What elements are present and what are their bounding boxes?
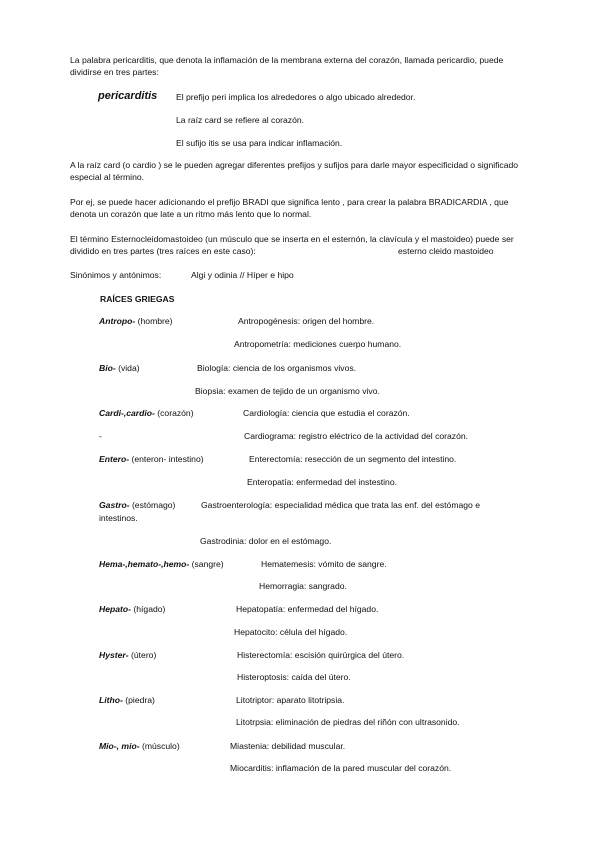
root-example: Hepatocito: célula del hígado. — [234, 627, 348, 637]
root-example: Hemorragia: sangrado. — [259, 581, 347, 591]
root-term — [99, 407, 194, 419]
root-example: Miastenia: debilidad muscular. — [230, 741, 346, 751]
root-example: Gastroenterología: especialidad médica que trata las enf. del estómago e — [201, 500, 480, 510]
root-term — [99, 558, 224, 570]
root-example: Miocarditis: inflamación de la pared muscular del corazón. — [230, 763, 452, 773]
root-meaning: (hígado) — [131, 604, 166, 614]
root-meaning: (músculo) — [139, 741, 180, 751]
root-example: Litotriptor: aparato litotripsia. — [236, 695, 345, 705]
root-example: Histeroptosis: caída del útero. — [237, 672, 351, 682]
root-example: Gastrodinia: dolor en el estómago. — [200, 536, 332, 546]
definition-prefix: El prefijo peri implica los alrededores o algo ubicado alrededor. — [176, 92, 416, 102]
root-term — [99, 499, 175, 511]
root-prefix: Bio- — [99, 363, 116, 373]
root-example: Hematemesis: vómito de sangre. — [261, 559, 387, 569]
root-prefix: Hema-,hemato-,hemo- — [99, 559, 190, 569]
root-meaning: (útero) — [128, 650, 157, 660]
root-meaning: (estómago) — [129, 500, 176, 510]
esterno-paragraph: El término Esternocleidomastoideo (un músculo que se inserta en el esternón, la clavícula y el mastoideo) puede ser dividido en tres partes (tres raíces en este caso): — [70, 234, 514, 256]
root-example: Litotrpsia: eliminación de piedras del riñón con ultrasonido. — [236, 717, 460, 727]
definition-root: La raíz card se refiere al corazón. — [176, 115, 305, 125]
root-prefix: Cardi-,cardio- — [99, 408, 155, 418]
root-prefix: Hyster- — [99, 650, 129, 660]
root-example: Biología: ciencia de los organismos vivos. — [197, 363, 357, 373]
root-meaning: (corazón) — [154, 408, 194, 418]
root-term — [99, 649, 156, 661]
root-meaning: (vida) — [115, 363, 140, 373]
root-example: Biopsia: examen de tejido de un organismo vivo. — [195, 386, 380, 396]
cardio-paragraph: A la raíz card (o cardio ) se le pueden agregar diferentes prefijos y sufijos para darle mayor especificidad o significado especial al término. — [70, 160, 519, 182]
root-term — [99, 603, 165, 615]
root-example: Enterectomía: resección de un segmento del intestino. — [249, 454, 457, 464]
synonyms-value: Algi y odinia // Híper e hipo — [191, 270, 294, 280]
root-meaning: (hombre) — [135, 316, 173, 326]
root-prefix: Hepato- — [99, 604, 131, 614]
root-term — [99, 740, 180, 752]
root-example: Antropogénesis: origen del hombre. — [238, 316, 375, 326]
intro-paragraph: La palabra pericarditis, que denota la inflamación de la membrana externa del corazón, llamada pericardio, puede dividirse en tres partes: — [70, 55, 504, 77]
root-example: Enteropatía: enfermedad del instestino. — [247, 477, 398, 487]
definition-suffix: El sufijo itis se usa para indicar inflamación. — [176, 138, 343, 148]
root-term — [99, 453, 204, 465]
root-prefix: Litho- — [99, 695, 123, 705]
root-example: Cardiograma: registro eléctrico de la actividad del corazón. — [244, 431, 469, 441]
root-meaning: (piedra) — [122, 695, 155, 705]
dash: - — [99, 431, 102, 441]
synonyms-label: Sinónimos y antónimos: — [70, 270, 162, 280]
root-prefix: Antropo- — [99, 316, 136, 326]
term-pericarditis: pericarditis — [98, 90, 158, 102]
root-example: Cardiología: ciencia que estudia el corazón. — [243, 408, 410, 418]
root-term — [99, 362, 140, 374]
root-term — [99, 315, 173, 327]
root-example-cont: intestinos. — [99, 513, 138, 523]
root-prefix: Entero- — [99, 454, 130, 464]
root-example: Histerectomía: escisión quirúrgica del útero. — [237, 650, 405, 660]
root-meaning: (sangre) — [189, 559, 224, 569]
section-title: RAÍCES GRIEGAS — [100, 294, 175, 304]
bradi-paragraph: Por ej, se puede hacer adicionando el prefijo BRADI que significa lento , para crear la palabra BRADICARDIA , que denota un corazón que late a un ritmo más lento que lo normal. — [70, 197, 509, 219]
root-meaning: (enteron- intestino) — [129, 454, 204, 464]
esterno-roots: esterno cleido mastoideo — [398, 246, 494, 256]
root-term — [99, 694, 155, 706]
root-prefix: Gastro- — [99, 500, 130, 510]
root-example: Hepatopatía: enfermedad del hígado. — [236, 604, 379, 614]
root-example: Antropometría: mediciones cuerpo humano. — [234, 339, 402, 349]
root-prefix: Mio-, mio- — [99, 741, 140, 751]
